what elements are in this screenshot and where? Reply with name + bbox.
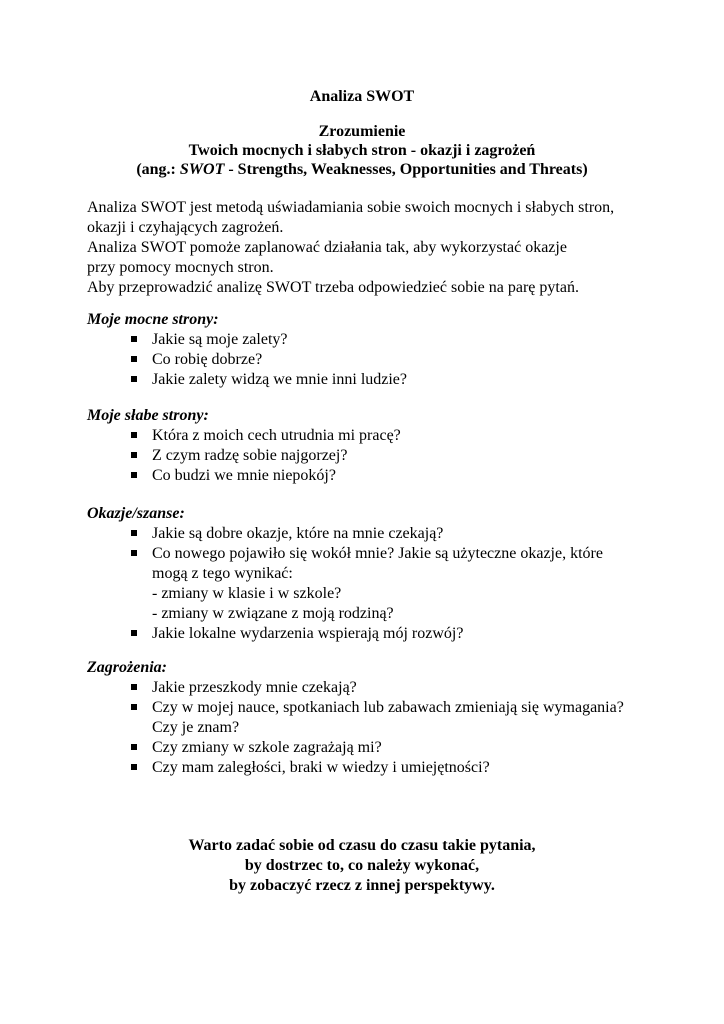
section-heading: Okazje/szanse: xyxy=(87,505,185,522)
closing-line: by dostrzec to, co należy wykonać, xyxy=(244,857,480,874)
subtitle-line-1: Zrozumienie xyxy=(318,123,406,140)
section-weaknesses xyxy=(87,406,667,486)
list-item: Z czym radzę sobie najgorzej? xyxy=(87,446,667,466)
section-heading: Zagrożenia: xyxy=(87,659,167,676)
list-item: Czy w mojej nauce, spotkaniach lub zabawach zmieniają się wymagania? Czy je znam? xyxy=(87,698,667,738)
section-heading: Moje słabe strony: xyxy=(87,407,209,424)
subtitle-suffix: - Strengths, Weaknesses, Opportunities and Threats) xyxy=(224,161,588,178)
bullet-list xyxy=(87,678,667,778)
square-bullet-icon xyxy=(131,472,137,478)
square-bullet-icon xyxy=(131,356,137,362)
list-item: Co robię dobrze? xyxy=(87,350,667,370)
subtitle-line-2: Twoich mocnych i słabych stron - okazji i zagrożeń xyxy=(188,142,536,159)
square-bullet-icon xyxy=(131,336,137,342)
section-strengths xyxy=(87,310,667,390)
square-bullet-icon xyxy=(131,684,137,690)
list-item: Jakie przeszkody mnie czekają? xyxy=(87,678,667,698)
list-item: Która z moich cech utrudnia mi pracę? xyxy=(87,426,667,446)
square-bullet-icon xyxy=(131,764,137,770)
section-opportunities xyxy=(87,504,667,644)
document-title: Analiza SWOT xyxy=(309,88,415,105)
intro-line: przy pomocy mocnych stron. xyxy=(87,259,274,276)
subtitle-prefix: (ang.: xyxy=(136,161,180,178)
bullet-list xyxy=(87,330,667,390)
square-bullet-icon xyxy=(131,432,137,438)
list-item: Jakie są moje zalety? xyxy=(87,330,667,350)
list-item: Czy zmiany w szkole zagrażają mi? xyxy=(87,738,667,758)
list-item: Jakie zalety widzą we mnie inni ludzie? xyxy=(87,370,667,390)
intro-line: okazji i czyhających zagrożeń. xyxy=(87,219,284,236)
square-bullet-icon xyxy=(131,704,137,710)
intro-line: Aby przeprowadzić analizę SWOT trzeba odpowiedzieć sobie na parę pytań. xyxy=(87,279,579,296)
intro-line: Analiza SWOT pomoże zaplanować działania tak, aby wykorzystać okazje xyxy=(87,239,567,256)
square-bullet-icon xyxy=(131,550,137,556)
list-item: Jakie lokalne wydarzenia wspierają mój rozwój? xyxy=(87,624,667,644)
subtitle xyxy=(0,122,724,179)
intro-paragraph xyxy=(87,198,667,298)
bullet-list xyxy=(87,426,667,486)
closing-line: by zobaczyć rzecz z innej perspektywy. xyxy=(229,877,495,894)
closing-line: Warto zadać sobie od czasu do czasu takie pytania, xyxy=(188,837,536,854)
list-item: Czy mam zaległości, braki w wiedzy i umiejętności? xyxy=(87,758,667,778)
intro-line: Analiza SWOT jest metodą uświadamiania sobie swoich mocnych i słabych stron, xyxy=(87,199,615,216)
square-bullet-icon xyxy=(131,452,137,458)
section-threats xyxy=(87,658,667,778)
list-item: Co budzi we mnie niepokój? xyxy=(87,466,667,486)
subtitle-swot: SWOT xyxy=(179,161,225,178)
square-bullet-icon xyxy=(131,630,137,636)
square-bullet-icon xyxy=(131,530,137,536)
square-bullet-icon xyxy=(131,744,137,750)
subtitle-line-3 xyxy=(0,160,724,179)
list-item: Co nowego pojawiło się wokół mnie? Jakie są użyteczne okazje, które mogą z tego wynikać: - zmiany w klasie i w szkole? - zmiany w związane z moją rodziną? xyxy=(87,544,667,624)
section-heading: Moje mocne strony: xyxy=(87,311,219,328)
list-item: Jakie są dobre okazje, które na mnie czekają? xyxy=(87,524,667,544)
bullet-list xyxy=(87,524,667,644)
closing-statement xyxy=(0,836,724,896)
square-bullet-icon xyxy=(131,376,137,382)
